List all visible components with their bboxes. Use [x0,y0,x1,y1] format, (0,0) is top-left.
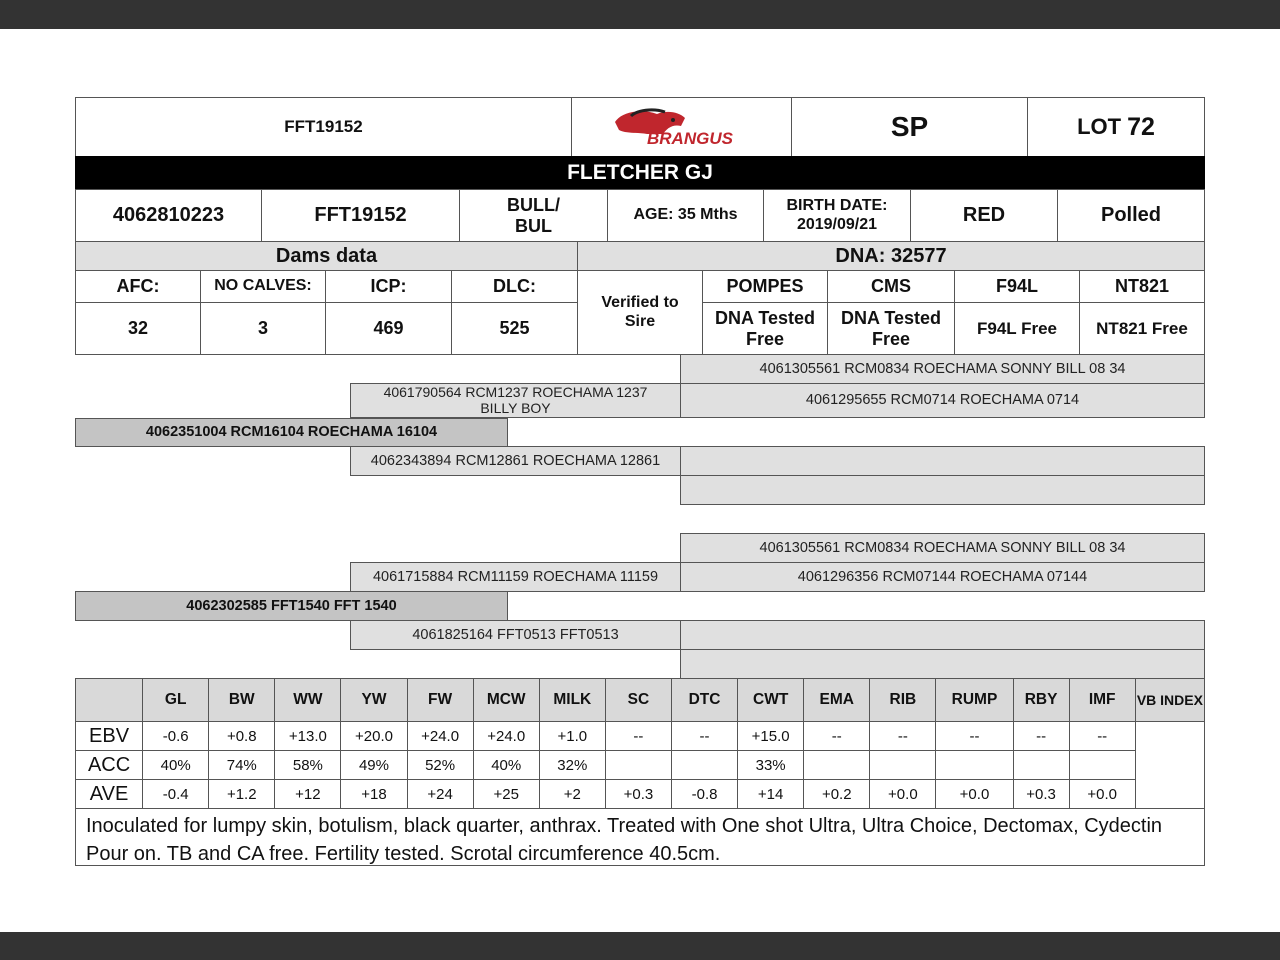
ebv-column-header: MCW [473,679,539,722]
ebv-value-cell: -- [1069,722,1135,751]
ebv-value-cell: +1.2 [209,780,275,809]
ebv-row-label: EBV [76,722,143,751]
age: AGE: 35 Mths [607,189,764,242]
ebv-value-cell [1013,751,1069,780]
ebv-value-cell: -- [870,722,936,751]
ebv-value-cell: +20.0 [341,722,407,751]
colour: RED [910,189,1058,242]
ebv-row-ebv [76,722,1205,751]
pedigree-sire-sire-sire: 4061305561 RCM0834 ROECHAMA SONNY BILL 08 34 [680,354,1205,384]
ebv-column-header: FW [407,679,473,722]
pedigree-dam: 4062302585 FFT1540 FFT 1540 [75,591,508,621]
horn-status: Polled [1057,189,1205,242]
ebv-column-header: DTC [671,679,737,722]
ebv-corner-cell [76,679,143,722]
dna-title: DNA: 32577 [577,241,1205,271]
ebv-column-header: EMA [804,679,870,722]
ebv-value-cell: +0.8 [209,722,275,751]
ebv-column-header: SC [605,679,671,722]
ebv-column-header: IMF [1069,679,1135,722]
ebv-value-cell [671,751,737,780]
ebv-value-cell: -- [1013,722,1069,751]
ebv-value-cell: +2 [539,780,605,809]
ebv-value-cell: 40% [143,751,209,780]
ebv-row-label: AVE [76,780,143,809]
pedigree-sire-sire: 4061790564 RCM1237 ROECHAMA 1237 BILLY BOY [350,383,681,418]
ebv-column-header: YW [341,679,407,722]
dna-test-label-pompes: POMPES [702,270,828,303]
ebv-value-cell: +1.0 [539,722,605,751]
pedigree-sire: 4062351004 RCM16104 ROECHAMA 16104 [75,418,508,447]
pedigree-sire-dam-dam [680,475,1205,505]
ebv-column-header: CWT [738,679,804,722]
ebv-value-cell: -- [936,722,1013,751]
ebv-row-label: ACC [76,751,143,780]
pedigree-sire-dam: 4062343894 RCM12861 ROECHAMA 12861 [350,446,681,476]
registration-number: 4062810223 [75,189,262,242]
top-frame-bar [0,0,1280,29]
ebv-value-cell [1069,751,1135,780]
header-grade: SP [791,97,1028,157]
ebv-value-cell: +0.0 [870,780,936,809]
pedigree-dam-sire-sire: 4061305561 RCM0834 ROECHAMA SONNY BILL 08 34 [680,533,1205,563]
lot-prefix: LOT [1077,114,1122,140]
ebv-value-cell: +18 [341,780,407,809]
icp-label: ICP: [325,270,452,303]
lot-number: 72 [1127,112,1155,141]
ebv-column-header: RIB [870,679,936,722]
ebv-column-header: WW [275,679,341,722]
ebv-value-cell: +0.3 [1013,780,1069,809]
bull-logo-icon [607,104,757,150]
pedigree-dam-dam-sire [680,620,1205,650]
icp-value: 469 [325,302,452,355]
afc-value: 32 [75,302,201,355]
dna-test-result-cms: DNA Tested Free [827,302,955,355]
pedigree-dam-sire-dam: 4061296356 RCM07144 ROECHAMA 07144 [680,562,1205,592]
dna-test-result-f94l: F94L Free [954,302,1080,355]
no-calves-value: 3 [200,302,326,355]
pedigree-sire-dam-sire [680,446,1205,476]
ebv-value-cell: +15.0 [738,722,804,751]
ebv-value-cell: -- [804,722,870,751]
svg-text:BRANGUS: BRANGUS [646,129,733,148]
ebv-value-cell: +24.0 [473,722,539,751]
notes-text: Inoculated for lumpy skin, botulism, black quarter, anthrax. Treated with One shot Ultra, Ultra Choice, Dectomax, Cydectin Pour on. TB and CA free. Fertility tested. Scrotal circumference 40.5cm. [75,808,1205,866]
ebv-row-acc [76,751,1205,780]
ebv-value-cell: 74% [209,751,275,780]
brangus-logo [571,97,792,157]
dams-data-title: Dams data [75,241,578,271]
ebv-value-cell [870,751,936,780]
ebv-value-cell: -0.6 [143,722,209,751]
dlc-value: 525 [451,302,578,355]
ebv-column-header: VB INDEX [1135,679,1204,722]
vb-index-value [1135,722,1204,809]
ebv-value-cell: -- [671,722,737,751]
ebv-row-ave [76,780,1205,809]
dna-test-label-nt821: NT821 [1079,270,1205,303]
dlc-label: DLC: [451,270,578,303]
header-id-code: FFT19152 [75,97,572,157]
pedigree-dam-dam-dam [680,649,1205,679]
ebv-column-header: BW [209,679,275,722]
ebv-value-cell: +14 [738,780,804,809]
animal-name-band: FLETCHER GJ [75,156,1205,190]
ebv-value-cell: +25 [473,780,539,809]
ebv-value-cell: +12 [275,780,341,809]
dna-test-label-cms: CMS [827,270,955,303]
sex: BULL/ BUL [459,189,608,242]
ebv-value-cell: -0.4 [143,780,209,809]
header-lot [1027,97,1205,157]
ebv-table [75,678,1205,809]
afc-label: AFC: [75,270,201,303]
ebv-value-cell: +13.0 [275,722,341,751]
ebv-value-cell: 40% [473,751,539,780]
ebv-value-cell: 49% [341,751,407,780]
ebv-value-cell: 33% [738,751,804,780]
ebv-value-cell: +24.0 [407,722,473,751]
dna-test-result-pompes: DNA Tested Free [702,302,828,355]
ebv-value-cell: +24 [407,780,473,809]
ebv-value-cell [936,751,1013,780]
no-calves-label: NO CALVES: [200,270,326,303]
ebv-value-cell: +0.2 [804,780,870,809]
ebv-column-header: RUMP [936,679,1013,722]
pedigree-dam-sire: 4061715884 RCM11159 ROECHAMA 11159 [350,562,681,592]
pedigree-dam-dam: 4061825164 FFT0513 FFT0513 [350,620,681,650]
ebv-column-header: GL [143,679,209,722]
pedigree-sire-sire-dam: 4061295655 RCM0714 ROECHAMA 0714 [680,383,1205,418]
ebv-column-header: RBY [1013,679,1069,722]
ebv-value-cell: -0.8 [671,780,737,809]
ebv-value-cell: +0.0 [1069,780,1135,809]
birth-date: BIRTH DATE: 2019/09/21 [763,189,911,242]
bottom-frame-bar [0,932,1280,960]
ebv-value-cell: -- [605,722,671,751]
ebv-value-cell: 32% [539,751,605,780]
ebv-value-cell: 52% [407,751,473,780]
ebv-value-cell: 58% [275,751,341,780]
ebv-value-cell [605,751,671,780]
dna-test-label-f94l: F94L [954,270,1080,303]
ebv-value-cell: +0.0 [936,780,1013,809]
ebv-value-cell: +0.3 [605,780,671,809]
verified-to-sire: Verified to Sire [577,270,703,355]
ebv-column-header: MILK [539,679,605,722]
dna-test-result-nt821: NT821 Free [1079,302,1205,355]
info-id-code: FFT19152 [261,189,460,242]
ebv-value-cell [804,751,870,780]
